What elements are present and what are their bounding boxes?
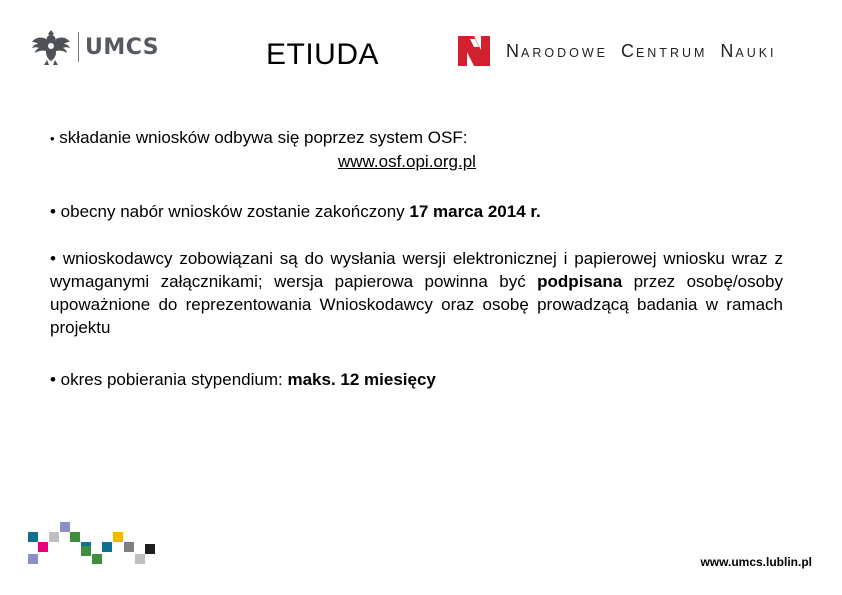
bullet-applicant-obligations: • wnioskodawcy zobowiązani są do wysłania wersji elektronicznej i papierowej wniosku wraz z wymaganymi załącznikami; wersja papierowa powinna być podpisana przez osobę/osoby upoważnione do reprezentowania Wnioskodawcy oraz osobę prowadzącą badania w ramach projektu xyxy=(50,249,784,337)
pixel-decoration xyxy=(28,522,158,567)
logo-divider xyxy=(78,32,79,62)
page-title: ETIUDA xyxy=(266,38,380,71)
ncn-logo-text xyxy=(506,41,777,62)
pixel-square xyxy=(135,554,145,564)
pixel-square xyxy=(102,542,112,552)
ncn-word: NAUKI xyxy=(720,40,777,61)
bullet-deadline: • obecny nabór wniosków zostanie zakończony 17 marca 2014 r. xyxy=(50,202,541,221)
pixel-square xyxy=(38,542,48,552)
pixel-square xyxy=(28,532,38,542)
osf-link[interactable]: www.osf.opi.org.pl xyxy=(338,152,476,171)
bullet-stipend-period: • okres pobierania stypendium: maks. 12 miesięcy xyxy=(50,370,436,389)
eagle-emblem-icon xyxy=(30,26,72,68)
pixel-square xyxy=(60,522,70,532)
pixel-square xyxy=(81,546,91,556)
pixel-square xyxy=(124,542,134,552)
deadline-date: 17 marca 2014 r. xyxy=(409,202,541,221)
ncn-word: NARODOWE xyxy=(506,40,608,61)
pixel-square xyxy=(92,554,102,564)
pixel-square xyxy=(49,532,59,542)
umcs-logo xyxy=(30,26,159,68)
umcs-logo-text: UMCS xyxy=(85,34,160,60)
ncn-emblem-icon xyxy=(458,36,490,66)
bullet-osf-system: • składanie wniosków odbywa się poprzez system OSF: www.osf.opi.org.pl xyxy=(50,126,783,173)
pixel-square xyxy=(28,554,38,564)
pixel-square xyxy=(113,532,123,542)
signed-emphasis: podpisana xyxy=(537,272,623,291)
ncn-logo xyxy=(458,36,777,66)
footer-website[interactable]: www.umcs.lublin.pl xyxy=(700,555,812,569)
ncn-word: CENTRUM xyxy=(620,40,708,61)
pixel-square xyxy=(70,532,80,542)
pixel-square xyxy=(145,544,155,554)
stipend-duration: maks. 12 miesięcy xyxy=(287,370,436,389)
